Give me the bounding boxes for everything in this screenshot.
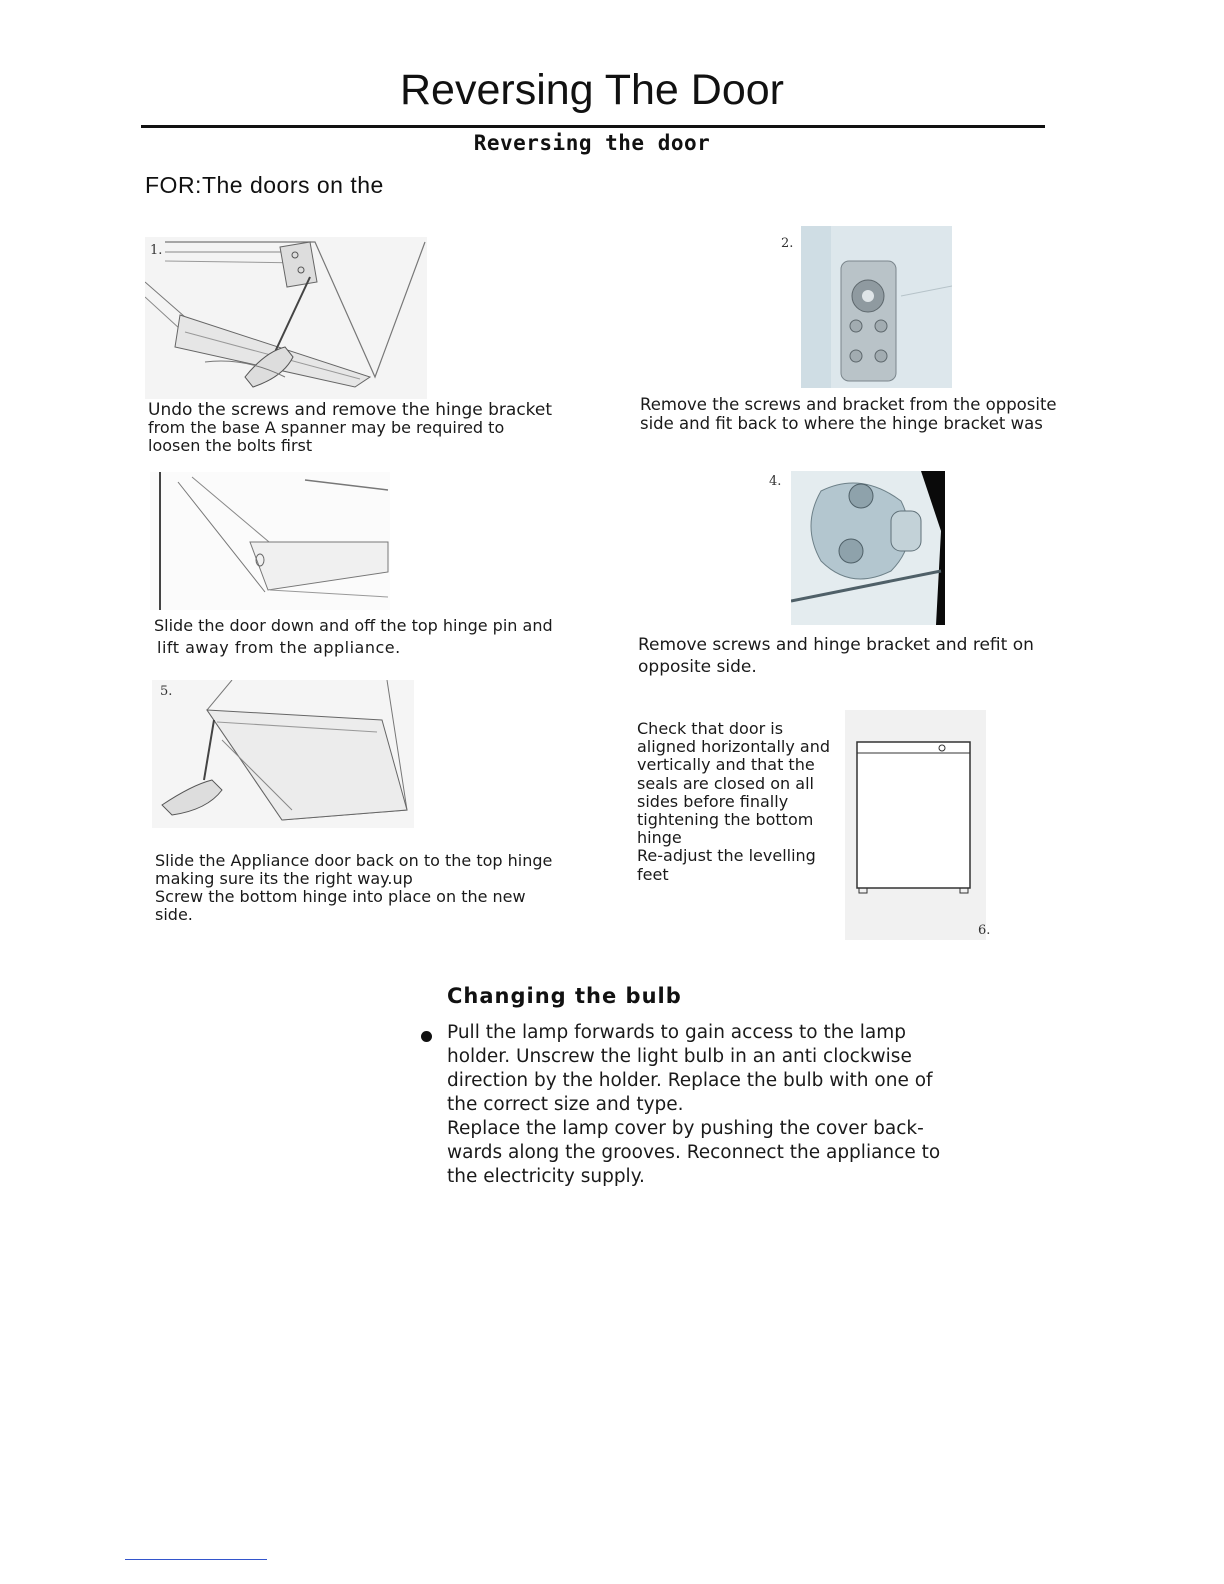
door-refit-illustration [152,680,414,828]
step-2-caption [640,395,1100,433]
bulb-line: Pull the lamp forwards to gain access to the lamp [447,1022,906,1043]
caption-line: sides before finally [637,791,789,811]
bulb-line: the correct size and type. [447,1094,684,1115]
step-2-number: 2. [781,236,794,251]
step-6-figure [845,710,986,940]
intro-text: FOR:The doors on the [145,172,384,198]
step-5-caption [155,852,595,924]
bulb-line: the electricity supply. [447,1166,645,1187]
caption-line: hinge [637,828,682,848]
caption-line: Slide the door down and off the top hinge pin and [154,616,553,635]
appliance-front-illustration [845,710,986,940]
caption-line: Screw the bottom hinge into place on the new [155,887,526,906]
bulb-line: direction by the holder. Replace the bulb with one of [447,1070,933,1091]
bulb-line: holder. Unscrew the light bulb in an anti clockwise [447,1046,912,1067]
step-6-caption [637,720,837,884]
hinge-bracket-removal-illustration [145,237,427,399]
caption-line: making sure its the right way.up [155,869,413,888]
step-4-number: 4. [769,474,782,489]
step-5-number: 5. [160,684,173,699]
caption-line: lift away from the appliance. [157,638,401,657]
step-1-figure [145,237,427,399]
step-3-caption [154,615,594,659]
caption-line: Undo the screws and remove the hinge bracket [148,400,553,420]
caption-line: vertically and that the [637,755,815,775]
step-4-figure [791,471,945,625]
caption-line: loosen the bolts first [148,436,313,455]
bulb-line: wards along the grooves. Reconnect the appliance to [447,1142,941,1163]
step-5-figure [152,680,414,828]
caption-line: Remove the screws and bracket from the opposite [640,395,1057,414]
caption-line: Remove screws and hinge bracket and refit on [638,635,1034,655]
caption-line: Slide the Appliance door back on to the top hinge [155,851,553,870]
caption-line: tightening the bottom [637,810,814,830]
caption-line: opposite side. [638,657,757,677]
page-subtitle: Reversing the door [473,131,711,155]
footer-rule [125,1559,267,1560]
bulb-line: Replace the lamp cover by pushing the cover back- [447,1118,924,1139]
bulb-heading: Changing the bulb [447,984,682,1008]
step-4-caption [638,634,1078,678]
bullet-icon [421,1031,432,1042]
hinge-screws-photo [791,471,945,625]
door-slide-illustration [150,472,390,610]
caption-line: feet [637,864,669,884]
step-2-figure [801,226,952,388]
caption-line: Check that door is [637,719,784,738]
bulb-instructions [447,1021,967,1189]
caption-line: side and fit back to where the hinge bracket was [640,414,1043,433]
step-1-caption [148,401,588,455]
step-3-figure [150,472,390,610]
bracket-photo [801,226,952,388]
caption-line: seals are closed on all [637,773,814,793]
page-title: Reversing The Door [400,66,784,114]
caption-line: Re-adjust the levelling [637,846,816,866]
caption-line: from the base A spanner may be required to [148,418,505,437]
caption-line: side. [155,905,193,924]
title-rule [141,125,1045,128]
step-6-number: 6. [978,923,991,938]
step-1-number: 1. [150,243,163,258]
caption-line: aligned horizontally and [637,737,830,757]
